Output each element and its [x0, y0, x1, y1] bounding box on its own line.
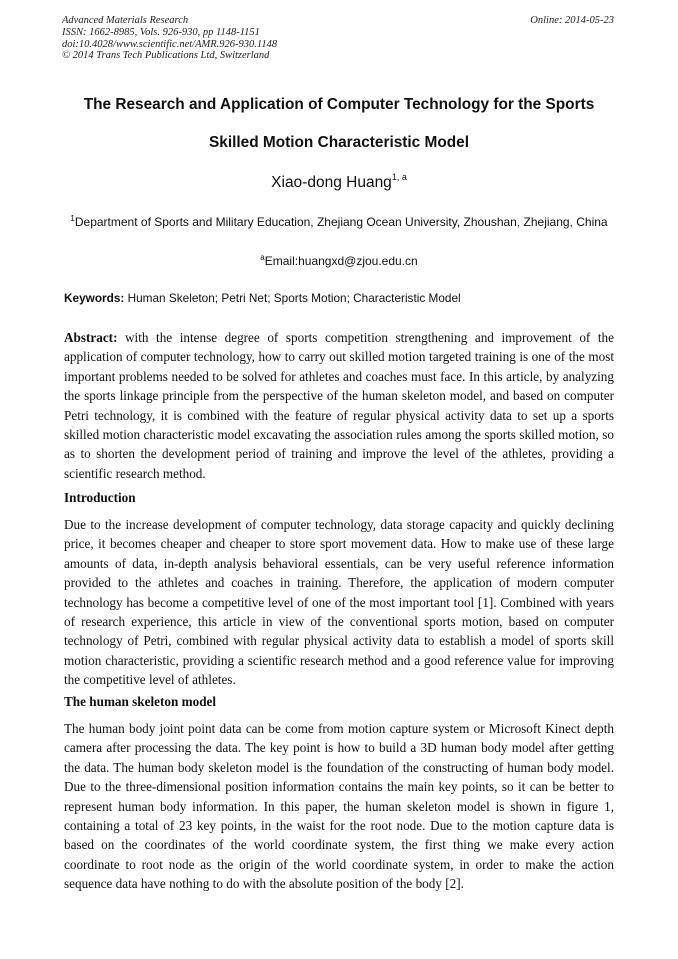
skeleton-model-heading: The human skeleton model [64, 694, 217, 709]
paper-title-line-2: Skilled Motion Characteristic Model [209, 134, 469, 151]
copyright-line: © 2014 Trans Tech Publications Ltd, Switzerland [62, 50, 270, 62]
email-line [40, 253, 638, 268]
keywords-text: Human Skeleton; Petri Net; Sports Motion; Characteristic Model [127, 291, 461, 305]
skeleton-model-text: The human body joint point data can be come from motion capture system or Microsoft Kinect depth camera after processing the data. The key point is how to build a 3D human body model after getting the data. The human body skeleton model is the foundation of the constructing of human body model. Due to the three-dimensional position information contains the main key points, so it can be better to represent human body information. In this paper, the human skeleton model is shown in figure 1, containing a total of 23 key points, in the waist for the root node. Due to the motion capture data is based on the coordinates of the world coordinate system, the first thing we make every action coordinate to root node as the origin of the world coordinate system, in order to make the action sequence data have nothing to do with the absolute position of the body [2]. [64, 721, 614, 892]
email-text: Email:huangxd@zjou.edu.cn [264, 254, 418, 268]
keywords-label: Keywords: [64, 291, 125, 305]
affiliation-text: Department of Sports and Military Education, Zhejiang Ocean University, Zhoushan, Zhejiang, China [74, 215, 608, 229]
abstract-text: with the intense degree of sports competition strengthening and improvement of the application of computer technology, how to carry out skilled motion targeted training is one of the most important problems needed to be solved for athletes and coaches must face. In this article, by analyzing the sports linkage principle from the perspective of the human skeleton model, and based on computer Petri technology, it is combined with the feature of regular physical activity data to set up a sports skilled motion characteristic model excavating the association rules among the sports skilled motion, so as to shorten the development period of training and improve the level of the athletes, providing a scientific research method. [64, 330, 614, 481]
doi-line: doi:10.4028/www.scientific.net/AMR.926-930.1148 [62, 38, 278, 50]
author-name: Xiao-dong Huang [271, 174, 392, 191]
affiliation-superscript: 1 [70, 214, 75, 223]
issn-line: ISSN: 1662-8985, Vols. 926-930, pp 1148-1151 [62, 26, 260, 38]
author-superscript: 1, a [391, 172, 407, 182]
paper-title-line-1: The Research and Application of Computer Technology for the Sports [83, 96, 595, 113]
journal-header [62, 15, 614, 62]
introduction-heading: Introduction [64, 490, 136, 505]
affiliation [66, 209, 612, 232]
abstract-label: Abstract: [64, 330, 118, 345]
online-date: Online: 2014-05-23 [530, 15, 614, 26]
email-superscript: a [260, 253, 265, 262]
keywords [64, 291, 616, 305]
journal-name: Advanced Materials Research [62, 15, 189, 26]
abstract [64, 328, 614, 483]
author-line [40, 172, 638, 192]
introduction-text: Due to the increase development of computer technology, data storage capacity and quickly declining price, it becomes cheaper and cheaper to store sport movement data. How to make use of these large amounts of data, in-depth analysis behavioral essentials, can be very useful reference information provided to the athletes and coaches in training. Therefore, the application of modern computer technology has become a competitive level of one of the most important tool [1]. Combined with years of research experience, this article in view of the conventional sports motion, based on computer technology of Petri, combined with regular physical activity data to establish a model of sports skill motion characteristic, providing a scientific research method and a good reference value for improving the competitive level of athletes. [64, 517, 614, 688]
